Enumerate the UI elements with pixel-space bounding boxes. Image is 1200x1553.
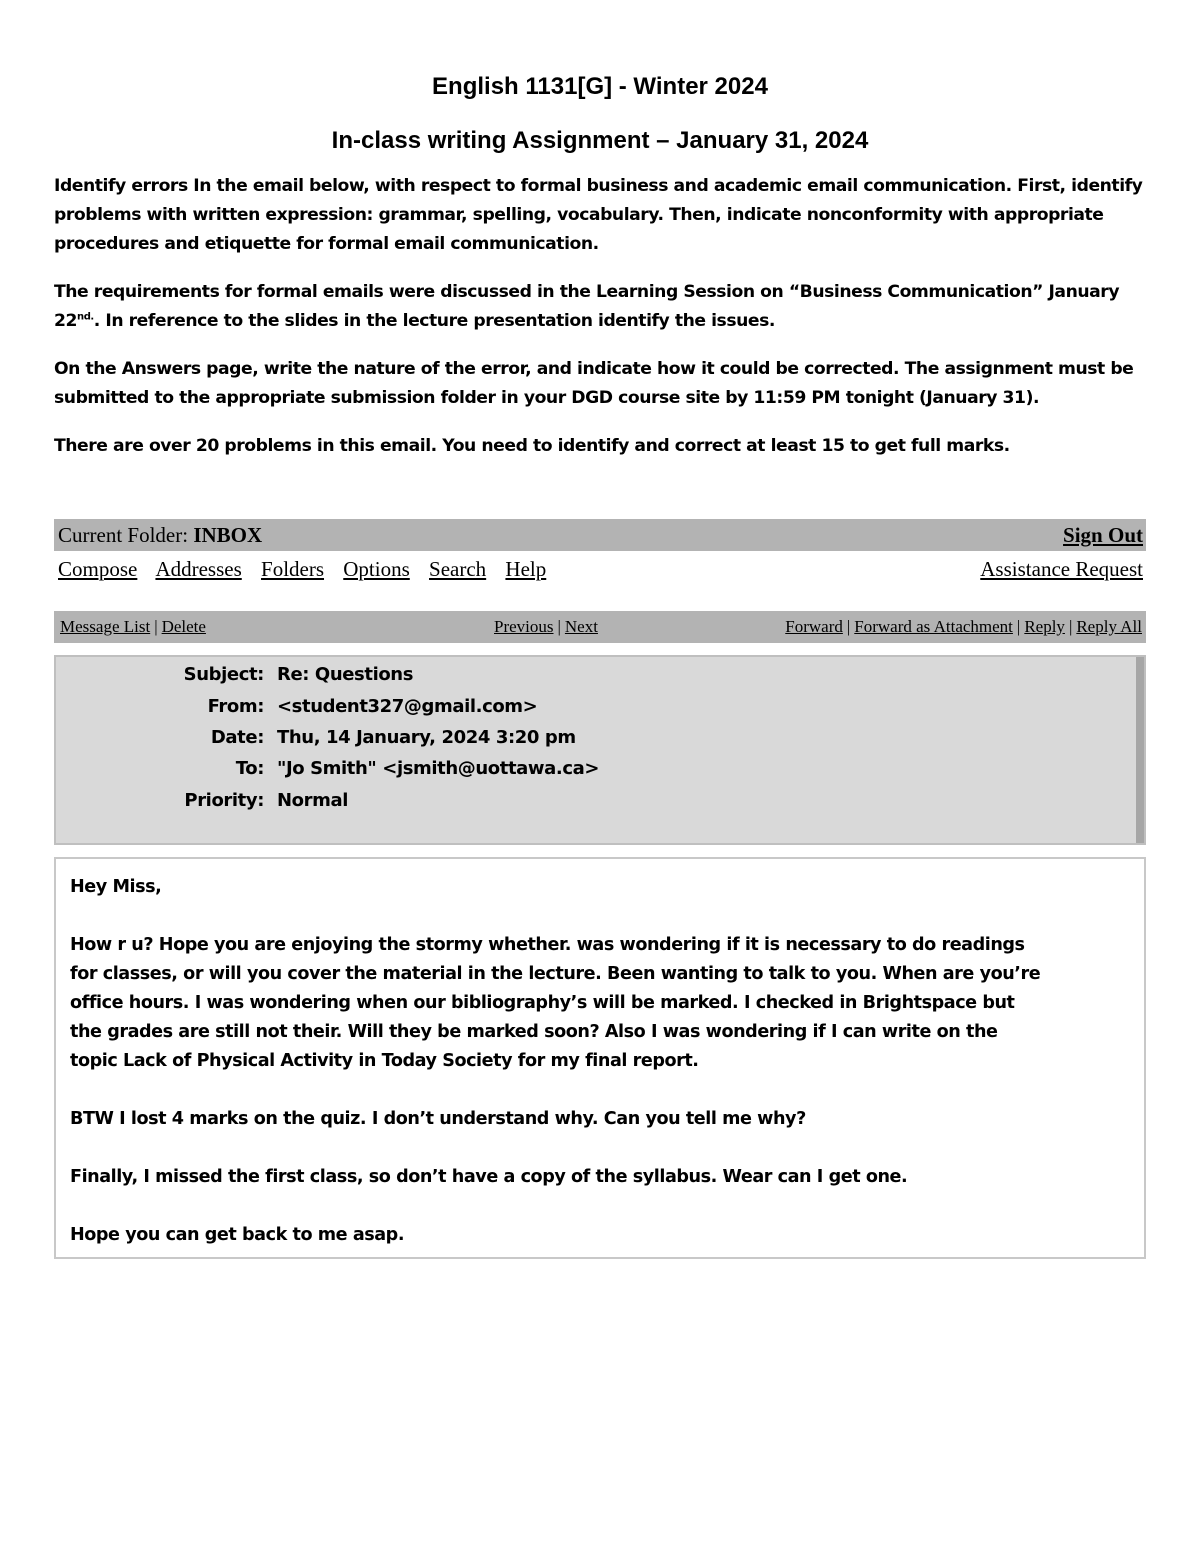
main-menu	[54, 551, 1146, 587]
next-link[interactable]: Next	[564, 617, 598, 636]
date-label: Date:	[210, 727, 264, 748]
assistance-request-link[interactable]: Assistance Request	[980, 556, 1143, 581]
current-folder	[58, 523, 262, 548]
previous-link[interactable]: Previous	[494, 617, 554, 636]
date-value: Thu, 14 January, 2024 3:20 pm	[277, 727, 576, 748]
from-label: From:	[207, 696, 264, 717]
separator: |	[557, 617, 561, 636]
subject-label: Subject:	[183, 664, 264, 685]
message-headers	[54, 655, 1146, 845]
priority-label: Priority:	[184, 790, 264, 811]
subject-value: Re: Questions	[277, 664, 414, 685]
reply-link[interactable]: Reply	[1024, 617, 1065, 636]
assignment-document	[54, 70, 1146, 461]
priority-value: Normal	[277, 790, 348, 811]
document-title: English 1131[G] - Winter 2024	[432, 73, 768, 100]
message-body	[54, 857, 1146, 1259]
search-link[interactable]: Search	[429, 556, 487, 581]
body-paragraph-4: Hope you can get back to me asap.	[70, 1225, 405, 1245]
reply-all-link[interactable]: Reply All	[1076, 617, 1142, 636]
sign-out-link[interactable]: Sign Out	[1063, 522, 1143, 547]
reply-actions	[785, 617, 1142, 637]
body-paragraph-1: How r u? Hope you are enjoying the stormy whether. was wondering if it is necessary to do readings for classes, or will you cover the material in the lecture. Been wanting to talk to you. When are you’re office hours. I was wondering when our bibliography’s will be marked. I checked in Brightspace but the grades are still not their. Will they be marked soon? Also I was wondering if I can write on the topic Lack of Physical Activity in Today Society for my final report.	[70, 935, 1041, 1071]
folders-link[interactable]: Folders	[261, 556, 325, 581]
webmail-screenshot	[54, 519, 1146, 1259]
separator: |	[1016, 617, 1021, 636]
instructions-paragraph-4: There are over 20 problems in this email. You need to identify and correct at least 15 to get full marks.	[54, 436, 1010, 456]
para2-text-a: The requirements for formal emails were discussed in the Learning Session on “Business Communication” January 22	[54, 282, 1120, 331]
forward-link[interactable]: Forward	[785, 617, 843, 636]
separator: |	[846, 617, 851, 636]
current-folder-label: Current Folder:	[58, 522, 194, 547]
help-link[interactable]: Help	[505, 556, 547, 581]
from-value: <student327@gmail.com>	[277, 696, 538, 717]
instructions-paragraph-3: On the Answers page, write the nature of the error, and indicate how it could be corrected. The assignment must be submitted to the appropriate submission folder in your DGD course site by 11:59 PM tonight (January 31).	[54, 359, 1134, 408]
message-list-actions	[60, 617, 206, 637]
body-greeting: Hey Miss,	[70, 877, 162, 897]
forward-as-attachment-link[interactable]: Forward as Attachment	[854, 617, 1013, 636]
navigation-actions	[494, 617, 598, 637]
instructions-paragraph-2	[54, 278, 1146, 336]
body-paragraph-2: BTW I lost 4 marks on the quiz. I don’t understand why. Can you tell me why?	[70, 1109, 806, 1129]
message-actions-bar	[54, 611, 1146, 643]
separator: |	[1068, 617, 1073, 636]
header-scrollbar[interactable]	[1136, 657, 1144, 843]
folder-bar	[54, 519, 1146, 551]
separator: |	[154, 617, 158, 636]
addresses-link[interactable]: Addresses	[155, 556, 242, 581]
message-list-link[interactable]: Message List	[60, 617, 151, 636]
main-menu-links	[58, 557, 560, 582]
instructions-paragraph-1: Identify errors In the email below, with respect to formal business and academic email communication. First, identify problems with written expression: grammar, spelling, vocabulary. Then, indicate nonconformity with appropriate procedures and etiquette for formal email communication.	[54, 176, 1143, 254]
body-paragraph-3: Finally, I missed the first class, so don’t have a copy of the syllabus. Wear can I get one.	[70, 1167, 908, 1187]
document-subtitle: In-class writing Assignment – January 31, 2024	[331, 127, 869, 154]
current-folder-name: INBOX	[193, 522, 263, 547]
delete-link[interactable]: Delete	[161, 617, 206, 636]
options-link[interactable]: Options	[343, 556, 410, 581]
to-value: "Jo Smith" <jsmith@uottawa.ca>	[277, 758, 600, 779]
to-label: To:	[235, 758, 264, 779]
compose-link[interactable]: Compose	[58, 556, 138, 581]
para2-text-b: . In reference to the slides in the lecture presentation identify the issues.	[93, 311, 775, 331]
para2-ordinal-suffix: nd.	[77, 311, 94, 323]
